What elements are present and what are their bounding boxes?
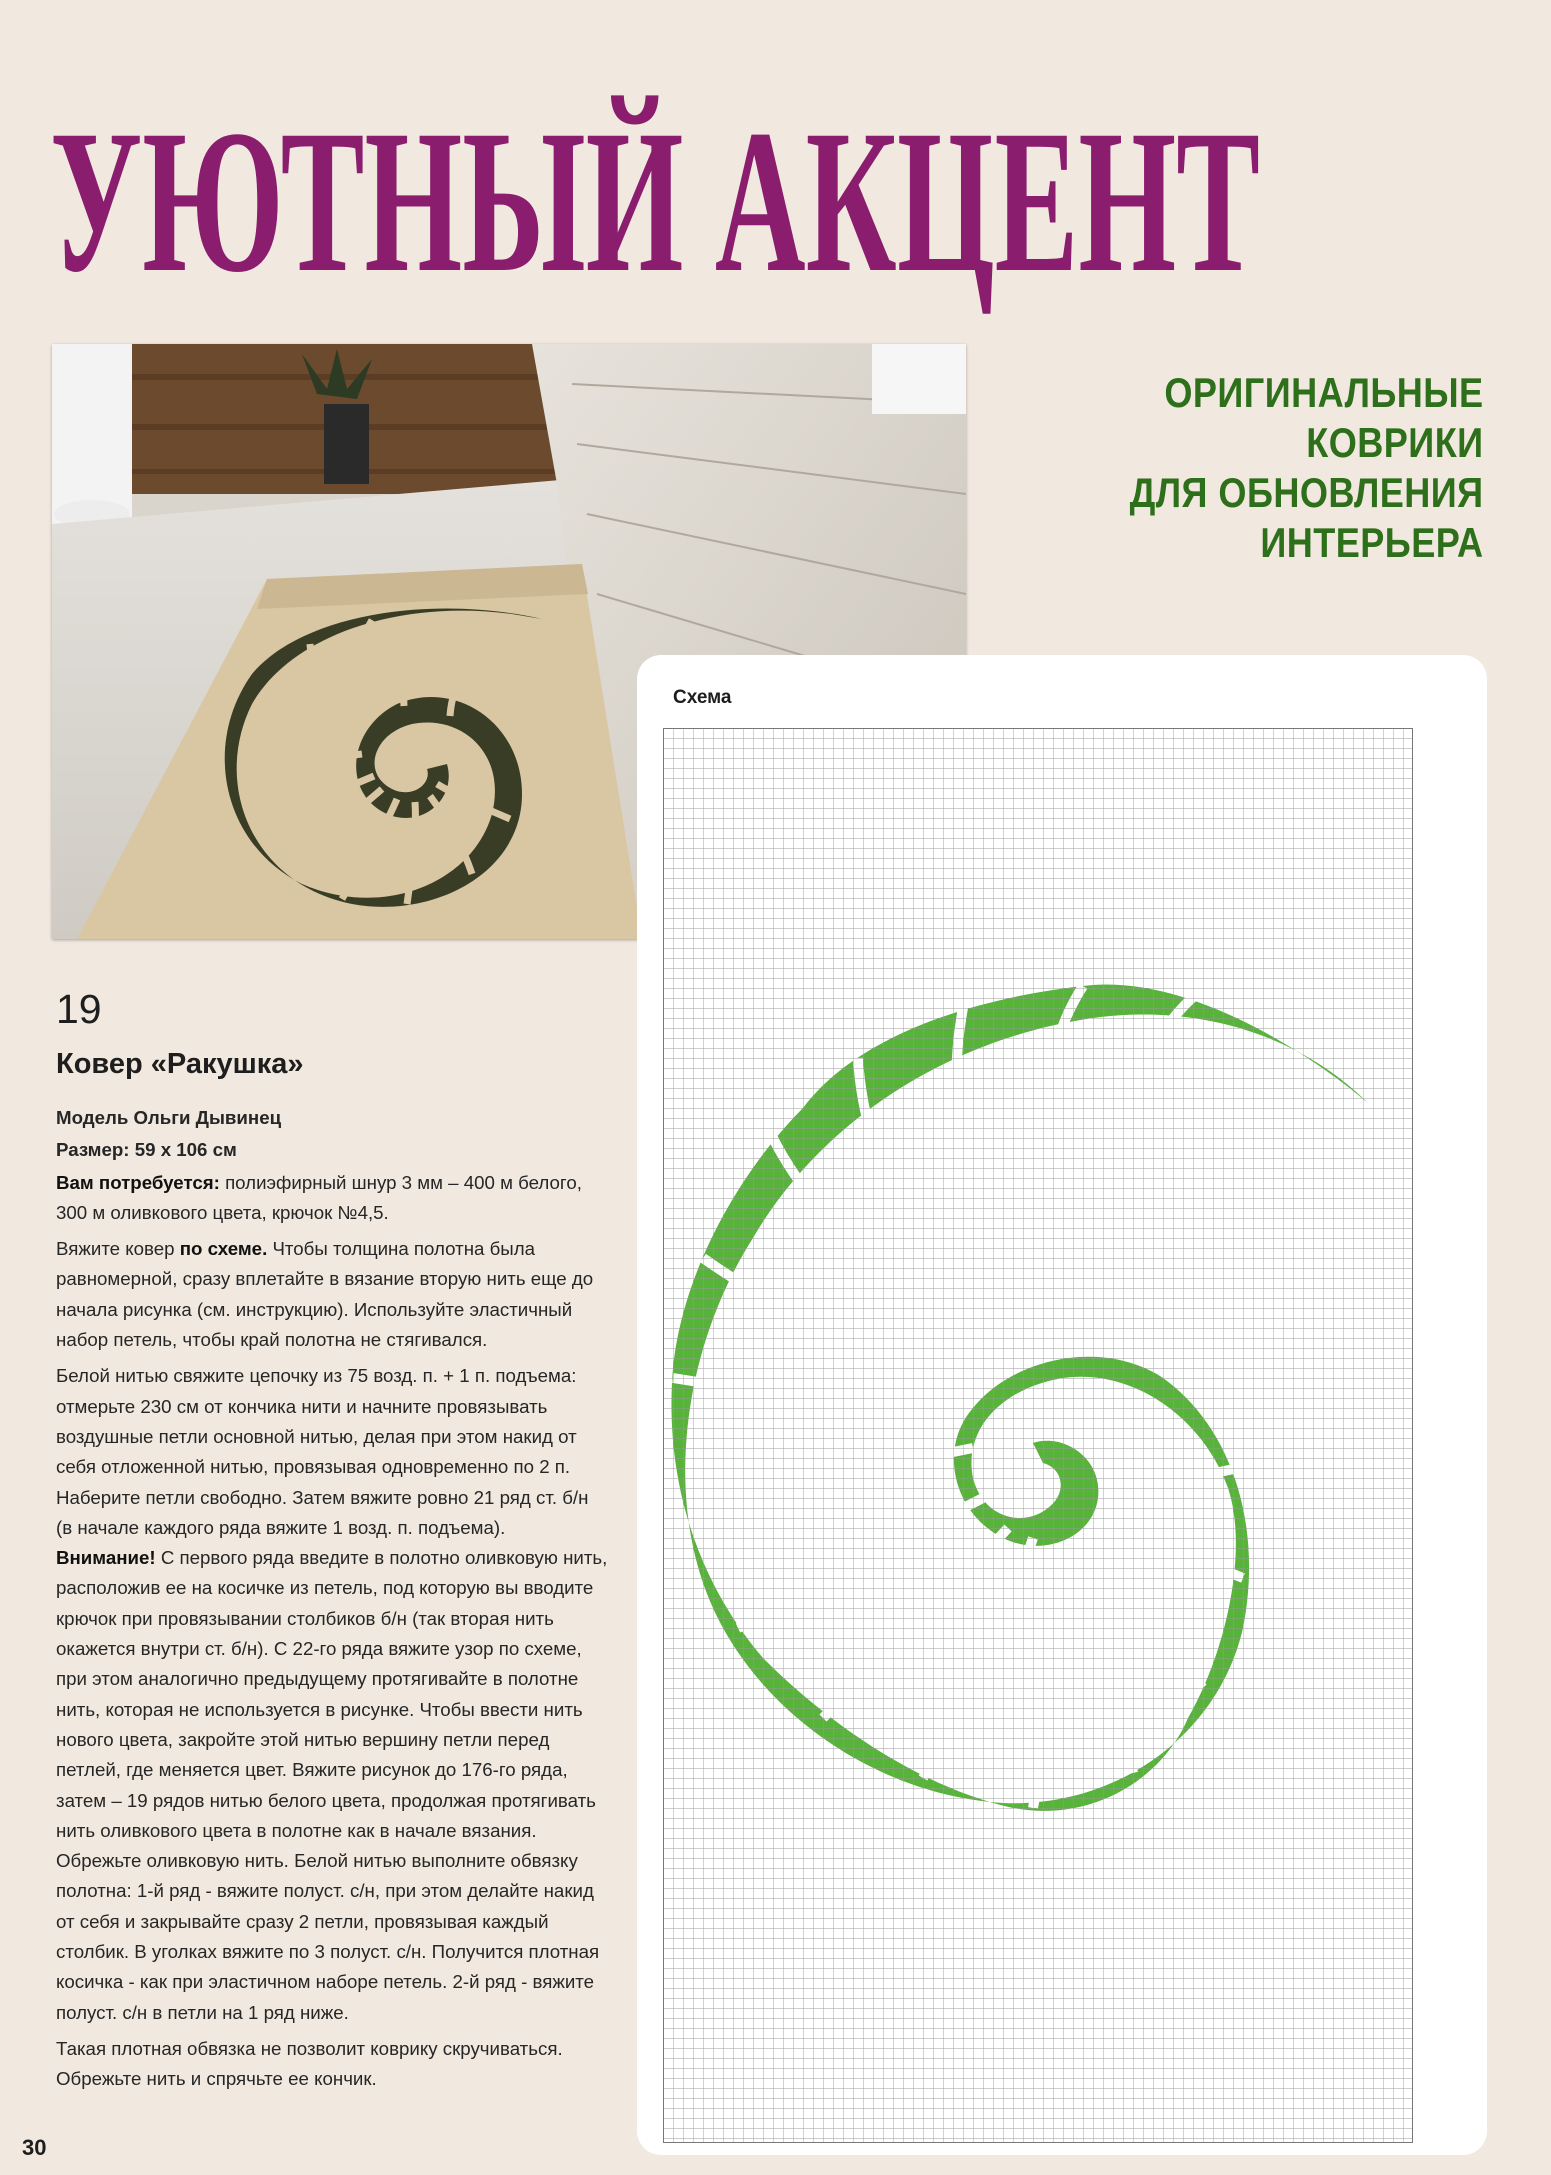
subtitle-line: КОВРИКИ — [1306, 419, 1484, 466]
materials-label: Вам потребуется: — [56, 1171, 220, 1193]
rug-size: Размер: 59 х 106 см — [56, 1139, 237, 1161]
instructions-paragraph — [56, 1234, 608, 1355]
text-run-bold: Внимание! — [56, 1547, 156, 1569]
text-run: Чтобы толщина полотна была равномерной, сразу вплетайте в вязание вторую нить еще до начала рисунка (см. инструкцию). Используйте эластичный набор петель, чтобы край полотна не стягивался. — [56, 1238, 594, 1351]
text-run-bold: по схеме. — [179, 1238, 268, 1260]
subtitle — [1130, 368, 1484, 568]
instructions-paragraph — [56, 1361, 608, 2028]
page-number: 30 — [22, 2135, 47, 2160]
scheme-label: Схема — [673, 687, 732, 708]
text-run: Вяжите ковер — [56, 1238, 180, 1260]
scheme-card — [637, 655, 1487, 2155]
model-author: Модель Ольги Дывинец — [56, 1107, 282, 1128]
materials-paragraph — [56, 1168, 608, 1229]
article-number: 19 — [56, 986, 102, 1032]
text-run: С первого ряда введите в полотно оливковую нить, расположив ее на косичке из петель, под которую вы вводите крючок при провязывании столбиков б/н (так вторая нить окажется внутри ст. б/н). С 22-го ряда вяжите узор по схеме, при этом аналогично предыдущему протягивайте в полотне нить, которая не используется в рисунке. Чтобы ввести нить нового цвета, закройте этой нитью вершину петли перед петлей, где меняется цвет. Вяжите рисунок до 176-го ряда, затем – 19 рядов нитью белого цвета, продолжая протягивать нить оливкового цвета в полотне как в начале вязания. Обрежьте оливковую нить. Белой нитью выполните обвязку полотна: 1-й ряд - вяжите полуст. с/н, при этом делайте накид от себя и закрывайте сразу 2 петли, провязывая каждый столбик. В уголках вяжите по 3 полуст. с/н. Получится плотная косичка - как при эластичном наборе петель. 2-й ряд - вяжите полуст. с/н в петли на 1 ряд ниже. — [56, 1547, 608, 2023]
knitting-chart — [663, 728, 1413, 2143]
page-title — [50, 55, 1350, 355]
text-run: Белой нитью свяжите цепочку из 75 возд. п. + 1 п. подъема: отмерьте 230 см от кончика нити и начните провязывать воздушные петли основной нитью, делая при этом накид от себя отложенной нитью, провязывая одновременно по 2 п. Наберите петли свободно. Затем вяжите ровно 21 ряд ст. б/н (в начале каждого ряда вяжите 1 возд. п. подъема). — [56, 1365, 589, 1538]
subtitle-line: ИНТЕРЬЕРА — [1260, 519, 1484, 566]
instructions-paragraph: Такая плотная обвязка не позволит коврику скручиваться. Обрежьте нить и спрячьте ее кончик. — [56, 2037, 563, 2090]
subtitle-line: ДЛЯ ОБНОВЛЕНИЯ — [1130, 469, 1484, 516]
materials-text: полиэфирный шнур 3 мм – 400 м белого, 300 м оливкового цвета, крючок №4,5. — [56, 1171, 582, 1223]
article-title: Ковер «Ракушка» — [56, 1048, 304, 1080]
subtitle-line: ОРИГИНАЛЬНЫЕ — [1164, 369, 1484, 416]
page-title-text: УЮТНЫЙ АКЦЕНТ — [50, 88, 1260, 315]
article-body — [56, 1103, 608, 2101]
